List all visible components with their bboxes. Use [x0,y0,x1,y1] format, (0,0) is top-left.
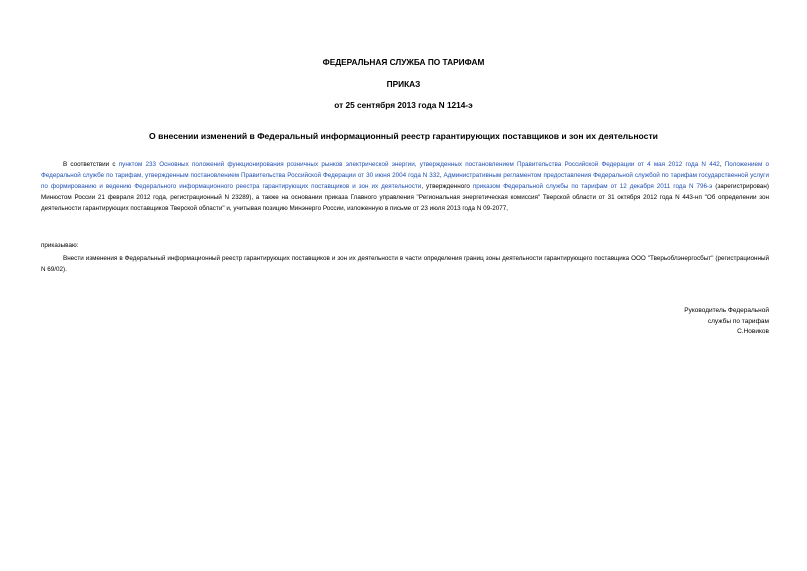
preamble-text-2: , [719,161,725,168]
signature-name: С.Новиков [737,328,769,335]
agency-title: ФЕДЕРАЛЬНАЯ СЛУЖБА ПО ТАРИФАМ [322,57,485,67]
preamble-text-3: , [439,172,444,179]
signature-position-line1: Руководитель Федеральной [684,307,769,314]
link-fts-order-796[interactable]: приказом Федеральной службы по тарифам от 12 декабря 2011 года N 796-э [472,183,713,190]
link-basic-provisions[interactable]: пунктом 233 Основных положений функционирования розничных рынков электрической энергии, утвержденных постановлением Правительства Российской Федерации от 4 мая 2012 года N 442 [118,161,720,168]
preamble-text-1: В соответствии с [63,161,119,168]
signature-block [684,306,769,338]
signature-position-line2: службы по тарифам [707,317,769,325]
document-type: ПРИКАЗ [386,79,421,89]
order-label: приказываю: [41,242,79,249]
link-admin-regulation[interactable]: Административным регламентом предоставления Федеральной службой по тарифам государственной услуги по формированию и ведению Федерального информационного реестра гарантирующих поставщиков и зон их деятельности [41,172,769,190]
document-date-number: от 25 сентября 2013 года N 1214-э [334,100,473,110]
document-subject: О внесении изменений в Федеральный информационный реестр гарантирующих поставщиков и зон их деятельности [149,131,658,141]
preamble-text-4: , утвержденного [421,183,473,190]
preamble-paragraph [41,159,769,214]
preamble-text-5: (зарегистрирован) Минюстом России 21 февраля 2012 года, регистрационный N 23289), а также на основании приказа Главного управления "Региональная энергетическая комиссия" Тверской области от 31 октября 2012 года N 443-нп "Об определении зон деятельности гарантирующих поставщиков Тверской области" и, учитывая позицию Минэнерго России, изложенную в письме от 23 июля 2013 года N 09-2077, [41,183,769,212]
order-paragraph: Внести изменения в Федеральный информационный реестр гарантирующих поставщиков и зон их деятельности в части определения границ зоны деятельности гарантирующего поставщика ООО "Тверьоблэнергосбыт" (регистрационный N 69/02). [41,255,769,273]
link-fts-regulation[interactable]: Положением о Федеральной службе по тарифам, утвержденным постановлением Правительства Российской Федерации от 30 июня 2004 года N 332 [41,161,770,179]
